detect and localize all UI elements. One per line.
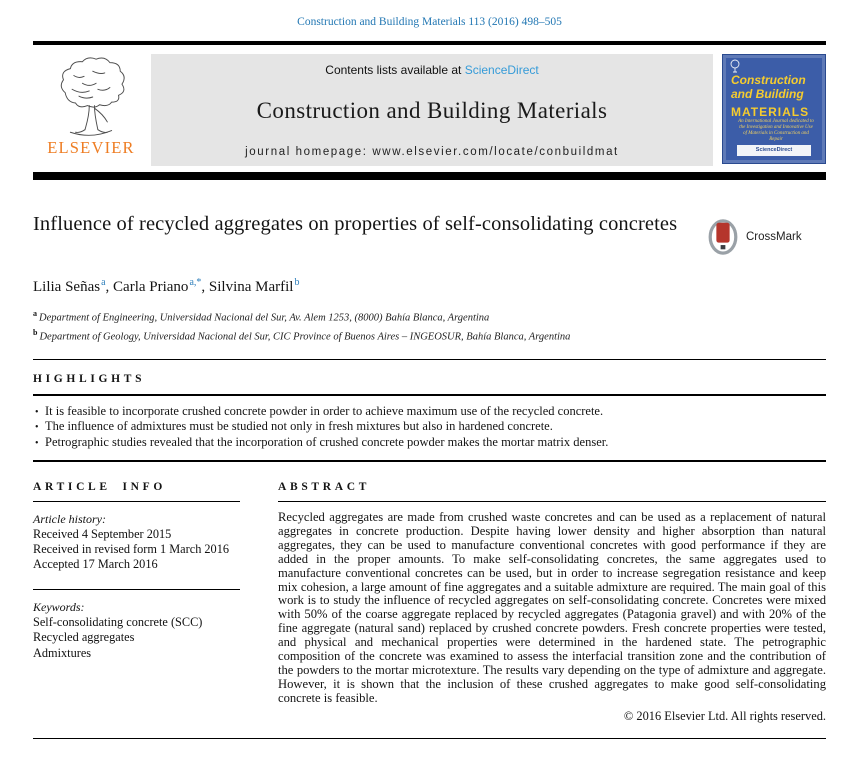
page-bottom-rule <box>33 738 826 740</box>
cover-tree-icon <box>729 59 741 73</box>
abstract-rule <box>278 501 826 503</box>
affiliations <box>33 307 826 345</box>
contents-line <box>159 63 705 77</box>
author: Carla Priano$^{a,*}$, <box>113 276 209 295</box>
crossmark-button[interactable] <box>705 217 817 257</box>
article-info-column <box>33 481 240 724</box>
history-line: Accepted 17 March 2016 <box>33 557 158 572</box>
highlight-item: • It is feasible to incorporate crushed concrete powder in order to achieve maximum use of the recycled concrete. <box>33 404 826 420</box>
journal-citation: Construction and Building Materials 113 (2016) 498–505 <box>297 16 562 28</box>
banner-bottom-rule <box>33 172 826 180</box>
keywords-top-rule <box>33 589 240 591</box>
abstract-text: Recycled aggregates are made from crushed waste concretes and can be used as a replacement of natural aggregates in concrete production. Despite having lower density and higher absorption than natural aggregates, they can be used to manufacture conventional concretes with good performance if they are added in the proper amounts. To make self-consolidating concretes, the same aggregates used to manufacture conventional concretes can be used, but in order to increase segregation resistance and keep mix cohesion, a large amount of fine aggregates and a suitable admixture are required. The main goal of this work is to study the influence of recycled aggregates on self-consolidating concrete. Concretes were mixed with 50% of the coarse aggregate replaced by recycled aggregates (Patagonia gravel) and with 20% of the fine aggregate (natural sand) replaced by crushed concrete powders. Fresh concrete properties were tested, and physical and mechanical properties were determined in the hardened state. The petrographic composition of the concrete was examined to assess the interfacial transition zone and the contribution of the powders to the mortar microtexture. The results vary depending on the type of admixture and aggregate. However, it is shown that the inclusion of these crushed aggregates to make good self-consolidating concrete is feasible. <box>278 510 826 705</box>
copyright-line: © 2016 Elsevier Ltd. All rights reserved. <box>623 708 826 723</box>
history-line: Received in revised form 1 March 2016 <box>33 542 230 557</box>
crossmark-label: CrossMark <box>746 230 802 243</box>
elsevier-logo <box>33 54 149 166</box>
article-history-label: Article history: <box>33 512 106 526</box>
highlights-heading: HIGHLIGHTS <box>33 373 146 385</box>
journal-cover-thumbnail[interactable] <box>722 54 826 164</box>
author: Silvina Marfil$^b$ <box>208 276 300 295</box>
article-history <box>33 512 240 573</box>
crossmark-icon <box>705 217 741 257</box>
contents-line-text: Contents lists available at <box>325 62 465 77</box>
author-affiliation-marker: b <box>294 276 300 288</box>
cover-title-line1: Construction <box>731 72 806 87</box>
keywords-block <box>33 600 240 661</box>
top-rule <box>33 41 826 45</box>
elsevier-tree-icon <box>48 54 134 140</box>
sciencedirect-link[interactable]: ScienceDirect <box>464 62 539 77</box>
affiliation: $^a$ Department of Engineering, Universidad Nacional del Sur, Av. Alem 1253, (8000) Bahía Blanca, Argentina <box>33 308 490 323</box>
journal-cover-column <box>722 54 826 166</box>
highlights-top-rule <box>33 359 826 361</box>
journal-title: Construction and Building Materials <box>256 98 608 123</box>
keyword: Admixtures <box>33 645 92 660</box>
article-info-heading: ARTICLE INFO <box>33 480 166 493</box>
cover-footer-label: ScienceDirect <box>755 147 793 153</box>
highlight-item: • The influence of admixtures must be studied not only in fresh mixtures but also in hardened concrete. <box>33 419 826 435</box>
author-affiliation-marker: a,* <box>189 276 202 288</box>
cover-title-line2: and Building <box>731 86 804 101</box>
keyword: Recycled aggregates <box>33 630 135 645</box>
cover-subtitle: An International Journal dedicated to the Investigation and Innovative Use of Materials in Construction and Repair <box>738 118 814 142</box>
affiliation: $^b$ Department of Geology, Universidad Nacional del Sur, CIC Province of Buenos Aires – INGEOSUR, Bahía Blanca, Argentina <box>33 327 571 342</box>
journal-homepage-link[interactable]: journal homepage: www.elsevier.com/locate/conbuildmat <box>245 145 619 158</box>
article-info-rule <box>33 501 240 503</box>
abstract-column <box>278 481 826 724</box>
elsevier-wordmark: ELSEVIER <box>47 137 135 157</box>
author: Lilia Señas$^a$, <box>33 276 114 295</box>
cover-title <box>731 73 819 119</box>
history-line: Received 4 September 2015 <box>33 527 172 541</box>
highlight-item: • Petrographic studies revealed that the incorporation of crushed concrete powder makes the mortar matrix denser. <box>33 435 826 451</box>
keywords-label: Keywords: <box>33 600 85 615</box>
highlights-bottom-rule <box>33 460 826 462</box>
author-affiliation-marker: a <box>101 276 106 288</box>
highlights-list <box>33 404 826 451</box>
highlights-heading-rule <box>33 394 826 396</box>
info-abstract-columns <box>33 481 826 724</box>
abstract-heading: ABSTRACT <box>278 480 371 493</box>
cover-footer-band <box>737 145 811 156</box>
journal-banner-row <box>33 54 826 166</box>
keyword: Self-consolidating concrete (SCC) <box>33 615 203 630</box>
article-title: Influence of recycled aggregates on properties of self-consolidating concretes <box>33 212 678 235</box>
journal-header-banner <box>151 54 713 166</box>
author-line <box>33 274 826 296</box>
article-header <box>33 211 826 257</box>
cover-title-line3: MATERIALS <box>731 104 810 119</box>
